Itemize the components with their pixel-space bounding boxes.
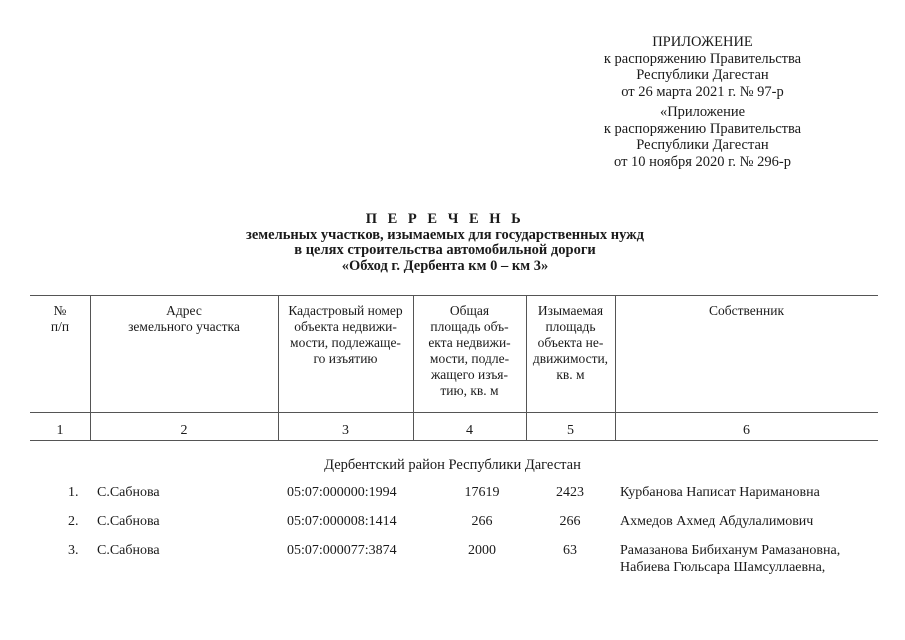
title-caps: П Е Р Е Ч Е Н Ь xyxy=(365,211,525,227)
row-address: С.Сабнова xyxy=(97,514,160,529)
header-cell-total-area: Общая площадь объ- екта недвижи- мости, подле- жащего изъя- тию, кв. м xyxy=(428,303,511,398)
row-owner: Ахмедов Ахмед Абдулалимович xyxy=(620,514,814,529)
column-number: 2 xyxy=(180,423,188,438)
header-line: Республики Дагестан xyxy=(636,67,769,83)
column-number: 5 xyxy=(567,423,574,438)
row-cadastral: 05:07:000008:1414 xyxy=(287,514,397,529)
row-owner-continued: Набиева Гюльсара Шамсуллаевна, xyxy=(620,560,826,575)
header-cell-cadastral: Кадастровый номер объекта недвижи- мости, подлежаще- го изъятию xyxy=(288,303,403,366)
row-cadastral: 05:07:000000:1994 xyxy=(287,485,397,500)
header-cell-number: № п/п xyxy=(50,303,70,334)
row-taken-area: 63 xyxy=(563,543,577,558)
appendix-header xyxy=(560,34,845,170)
header-line: ПРИЛОЖЕНИЕ xyxy=(652,34,753,50)
column-number: 6 xyxy=(743,423,750,438)
column-number: 4 xyxy=(466,423,473,438)
header-line: от 10 ноября 2020 г. № 296-р xyxy=(614,153,791,170)
header-cell-taken-area: Изымаемая площадь объекта не- движимости, кв. м xyxy=(532,303,609,382)
table-rule xyxy=(30,295,878,296)
row-address: С.Сабнова xyxy=(97,485,160,500)
row-total-area: 17619 xyxy=(464,485,500,500)
table-rule xyxy=(30,440,878,441)
title-line: земельных участков, изымаемых для государственных нужд xyxy=(246,226,644,243)
row-owner: Рамазанова Бибиханум Рамазановна, xyxy=(620,543,841,558)
row-taken-area: 2423 xyxy=(556,485,584,500)
row-index: 2. xyxy=(68,514,79,529)
header-line: к распоряжению Правительства xyxy=(603,50,802,67)
column-number: 1 xyxy=(56,423,64,438)
header-cell-owner: Собственник xyxy=(708,303,785,318)
row-address: С.Сабнова xyxy=(97,543,160,558)
row-owner: Курбанова Написат Наримановна xyxy=(620,485,820,500)
title-line: «Обход г. Дербента км 0 – км 3» xyxy=(341,257,549,274)
table-rule xyxy=(30,412,878,413)
header-line: от 26 марта 2021 г. № 97-р xyxy=(621,83,784,100)
row-total-area: 2000 xyxy=(468,543,496,558)
document-title xyxy=(140,212,750,274)
row-total-area: 266 xyxy=(471,514,493,529)
row-index: 3. xyxy=(68,543,79,558)
row-cadastral: 05:07:000077:3874 xyxy=(287,543,397,558)
region-heading: Дербентский район Республики Дагестан xyxy=(324,457,581,473)
title-line: в целях строительства автомобильной дороги xyxy=(294,242,596,258)
row-taken-area: 266 xyxy=(559,514,581,529)
column-number: 3 xyxy=(342,423,349,438)
header-line: Республики Дагестан xyxy=(636,137,769,153)
header-line: к распоряжению Правительства xyxy=(603,120,802,137)
header-line: «Приложение xyxy=(659,104,746,120)
row-index: 1. xyxy=(68,485,79,500)
header-cell-address: Адрес земельного участка xyxy=(128,303,240,334)
